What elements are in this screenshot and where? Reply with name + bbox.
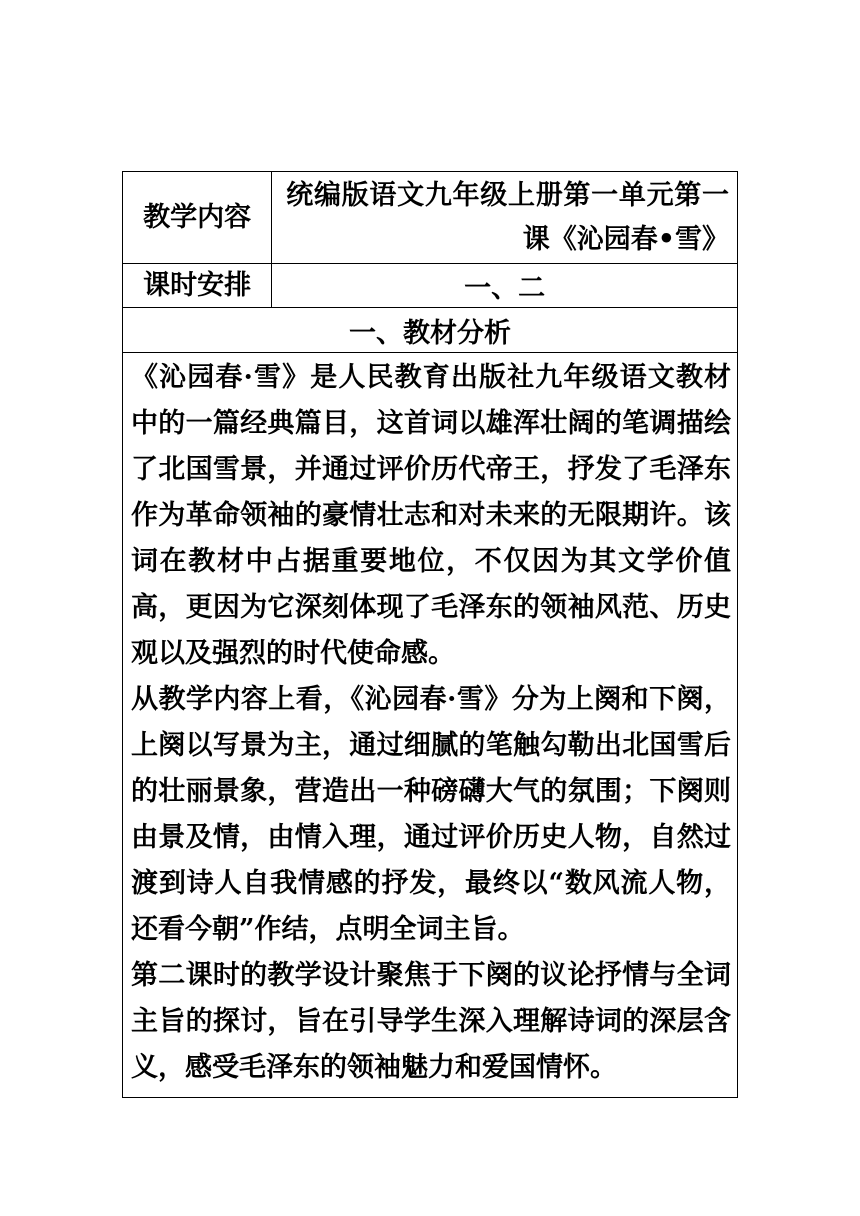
teaching-content-label: 教学内容 — [123, 172, 272, 264]
analysis-paragraph-3: 第二课时的教学设计聚焦于下阕的议论抒情与全词主旨的探讨，旨在引导学生深入理解诗词的深层含义，感受毛泽东的领袖魅力和爱国情怀。 — [131, 960, 731, 1083]
textbook-analysis-body — [123, 353, 738, 1098]
analysis-paragraph-2: 从教学内容上看，《沁园春·雪》分为上阕和下阕，上阕以写景为主，通过细腻的笔触勾勒出北国雪后的壮丽景象，营造出一种磅礴大气的氛围；下阕则由景及情，由情入理，通过评价历史人物，自然过渡到诗人自我情感的抒发，最终以“数风流人物，还看今朝”作结，点明全词主旨。 — [131, 684, 731, 945]
analysis-row — [123, 353, 738, 1098]
lesson-schedule-row — [123, 264, 738, 308]
textbook-analysis-heading: 一、教材分析 — [123, 308, 738, 353]
analysis-paragraph-1: 《沁园春·雪》是人民教育出版社九年级语文教材中的一篇经典篇目，这首词以雄浑壮阔的笔调描绘了北国雪景，并通过评价历代帝王，抒发了毛泽东作为革命领袖的豪情壮志和对未来的无限期许。该词在教材中占据重要地位，不仅因为其文学价值高，更因为它深刻体现了毛泽东的领袖风范、历史观以及强烈的时代使命感。 — [131, 362, 731, 669]
teaching-content-value: 统编版语文九年级上册第一单元第一课《沁园春•雪》 — [272, 172, 738, 264]
section-heading-row — [123, 308, 738, 353]
lesson-plan-table — [122, 171, 738, 1098]
lesson-schedule-value: 一、二 — [272, 264, 738, 308]
teaching-content-row — [123, 172, 738, 264]
lesson-schedule-label: 课时安排 — [123, 264, 272, 308]
